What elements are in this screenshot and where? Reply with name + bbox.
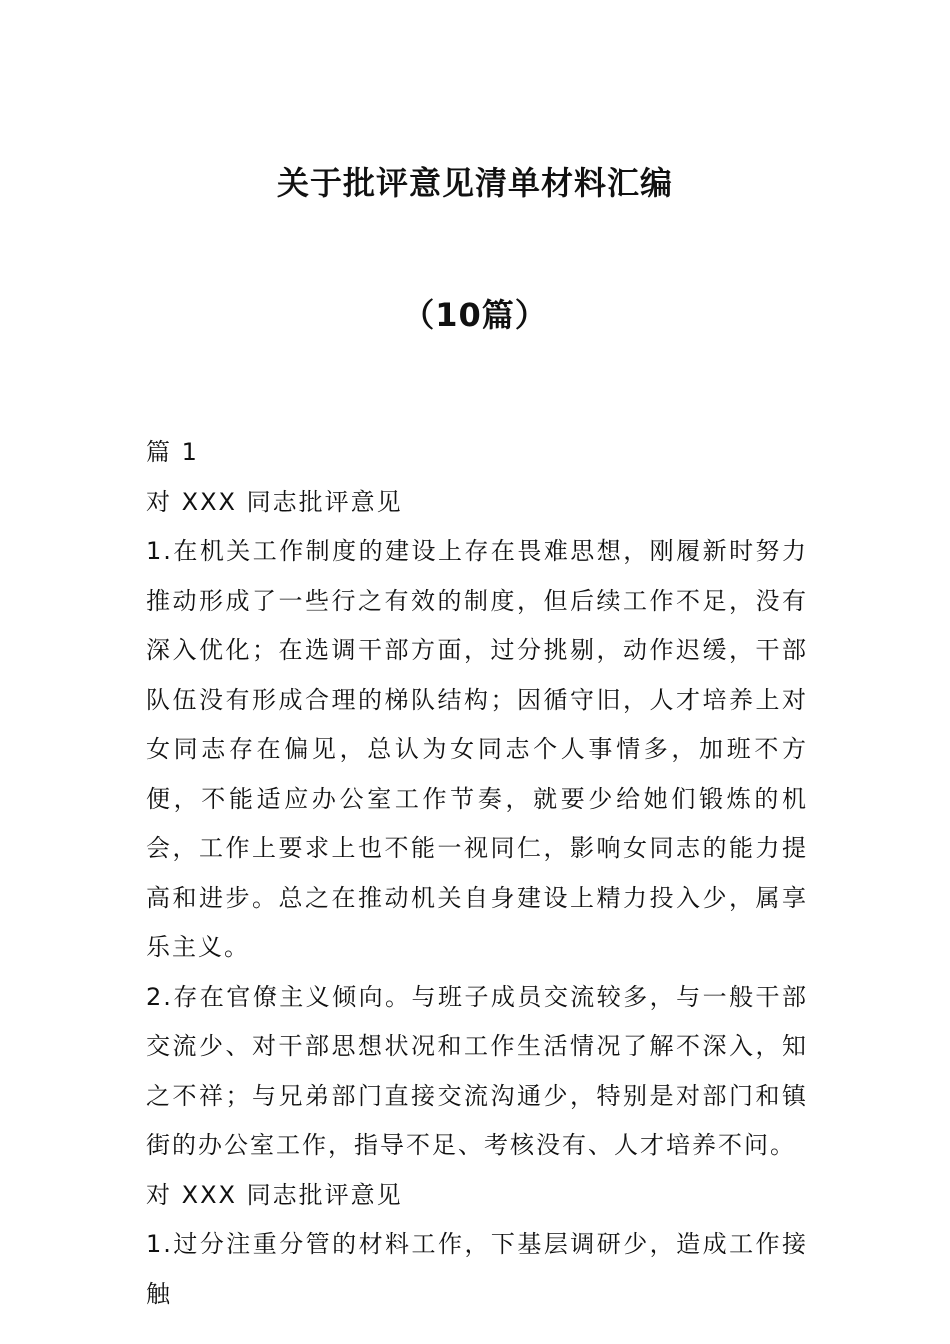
document-title: 关于批评意见清单材料汇编 — [276, 164, 673, 202]
section-label: 篇 1 — [146, 438, 199, 466]
paragraph: 1.过分注重分管的材料工作，下基层调研少，造成工作接触 — [146, 1230, 808, 1308]
paragraph: 1.在机关工作制度的建设上存在畏难思想，刚履新时努力推动形成了一些行之有效的制度，但后续工作不足，没有深入优化；在选调干部方面，过分挑剔，动作迟缓，干部队伍没有形成合理的梯队结构；因循守旧，人才培养上对女同志存在偏见，总认为女同志个人事情多，加班不方便，不能适应办公室工作节奏，就要少给她们锻炼的机会，工作上要求上也不能一视同仁，影响女同志的能力提高和进步。总之在推动机关自身建设上精力投入少，属享乐主义。 — [146, 537, 808, 961]
section-heading: 对 XXX 同志批评意见 — [146, 1180, 403, 1209]
section-heading: 对 XXX 同志批评意见 — [146, 487, 403, 516]
document-subtitle: （10篇） — [402, 296, 548, 334]
paragraph: 2.存在官僚主义倾向。与班子成员交流较多，与一般干部交流少、对干部思想状况和工作生活情况了解不深入，知之不祥；与兄弟部门直接交流沟通少，特别是对部门和镇街的办公室工作，指导不足、考核没有、人才培养不问。 — [146, 982, 808, 1159]
document-body — [146, 428, 808, 1319]
